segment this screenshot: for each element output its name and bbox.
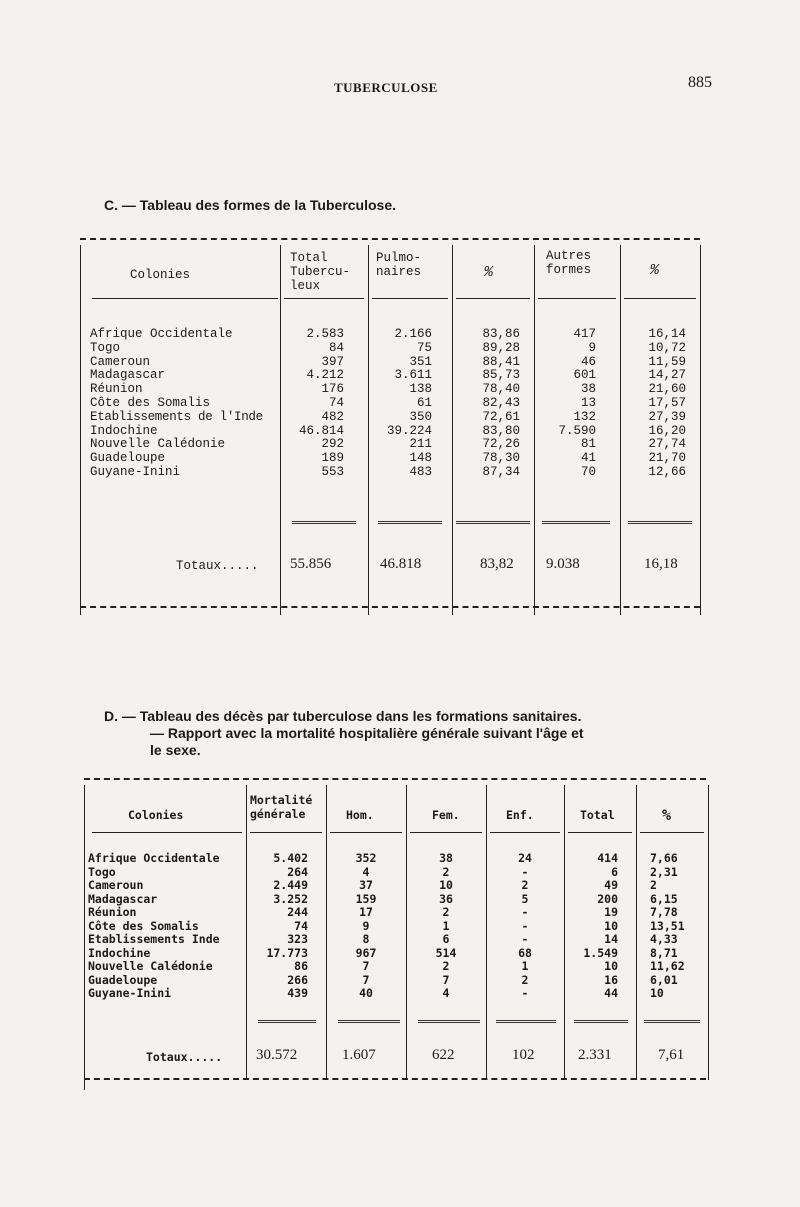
table-cell: Cameroun bbox=[88, 878, 144, 892]
table-cell: 211 bbox=[409, 437, 432, 452]
table-d-divider bbox=[486, 785, 487, 1080]
totals-rule bbox=[496, 1020, 556, 1023]
table-cell: 44 bbox=[604, 986, 618, 1000]
table-cell: 24 bbox=[518, 851, 532, 865]
table-cell: 159 bbox=[355, 891, 377, 906]
table-cell: 4 bbox=[442, 986, 450, 1000]
table-cell: 132 bbox=[573, 409, 596, 424]
table-cell: 68 bbox=[518, 945, 532, 960]
table-cell: 36 bbox=[439, 891, 453, 906]
table-cell: 10 bbox=[604, 918, 618, 933]
table-cell: 352 bbox=[355, 851, 377, 865]
totals-rule bbox=[258, 1020, 316, 1023]
table-cell: 82,43 bbox=[482, 395, 520, 410]
table-cell: 3.611 bbox=[394, 368, 432, 383]
table-cell: 6,01 bbox=[650, 972, 678, 987]
table-cell: 16,20 bbox=[648, 423, 686, 438]
table-cell: 21,70 bbox=[648, 451, 686, 466]
table-cell: 39.224 bbox=[386, 423, 432, 438]
table-d-bottom-border bbox=[84, 1078, 706, 1080]
section-c-title: C. — Tableau des formes de la Tuberculose. bbox=[104, 197, 397, 213]
table-cell: 46 bbox=[580, 354, 596, 369]
table-cell: 967 bbox=[355, 945, 377, 960]
table-cell: 85,73 bbox=[482, 368, 520, 383]
col-header-hom: Hom. bbox=[346, 808, 374, 822]
table-c-divider bbox=[280, 245, 281, 615]
table-cell: - bbox=[521, 905, 529, 919]
table-c-top-border bbox=[80, 238, 700, 240]
table-c-left-border bbox=[80, 245, 81, 615]
table-cell: 38 bbox=[580, 382, 596, 397]
totals-rule bbox=[338, 1020, 400, 1023]
table-cell: 601 bbox=[573, 368, 596, 383]
totals-label: Totaux..... bbox=[146, 1050, 223, 1064]
enf-column bbox=[490, 852, 560, 1001]
totals-rule bbox=[418, 1020, 480, 1023]
table-cell: 78,30 bbox=[482, 451, 520, 466]
table-cell: - bbox=[521, 918, 529, 933]
table-cell: 2 bbox=[442, 959, 450, 973]
table-cell: 6,15 bbox=[650, 891, 678, 906]
table-cell: 4,33 bbox=[650, 932, 678, 946]
table-cell: 13,51 bbox=[650, 918, 685, 933]
table-cell: 189 bbox=[321, 451, 344, 466]
total-tuberculeux: 55.856 bbox=[290, 556, 332, 572]
total-pulmonaires: 46.818 bbox=[380, 556, 422, 572]
table-cell: 351 bbox=[409, 354, 432, 369]
table-cell: 11,62 bbox=[650, 959, 685, 973]
table-cell: Réunion bbox=[90, 382, 143, 397]
col-header-fem: Fem. bbox=[432, 808, 460, 822]
table-cell: 6 bbox=[442, 932, 450, 946]
table-cell: 7.590 bbox=[558, 423, 596, 438]
table-cell: 13 bbox=[580, 395, 596, 410]
table-cell: 83,86 bbox=[482, 327, 520, 341]
total-fem: 622 bbox=[432, 1047, 455, 1063]
totals-rule bbox=[644, 1020, 700, 1023]
table-cell: 49 bbox=[604, 878, 618, 892]
table-cell: 2 bbox=[442, 864, 450, 879]
percent-column bbox=[650, 852, 685, 1001]
table-d-divider bbox=[326, 785, 327, 1080]
table-cell: 10 bbox=[650, 986, 664, 1000]
table-cell: 483 bbox=[409, 464, 432, 479]
table-cell: 138 bbox=[409, 382, 432, 397]
table-cell: 2 bbox=[521, 972, 529, 987]
col-header-percent: % bbox=[650, 262, 660, 279]
table-cell: 10 bbox=[439, 878, 453, 892]
table-cell: - bbox=[521, 932, 529, 946]
table-cell: Côte des Somalis bbox=[90, 395, 211, 410]
table-c-divider bbox=[620, 245, 621, 615]
table-c-header-rule bbox=[538, 298, 616, 299]
table-cell: 72,61 bbox=[482, 409, 520, 424]
table-cell: 9 bbox=[588, 340, 596, 355]
col-header-mortalite: Mortalité générale bbox=[250, 793, 313, 821]
table-cell: Togo bbox=[88, 864, 116, 879]
colonies-column bbox=[90, 328, 263, 480]
table-cell: 2.166 bbox=[394, 327, 432, 341]
table-c-header-rule bbox=[456, 298, 530, 299]
table-cell: 1 bbox=[521, 959, 529, 973]
table-cell: 200 bbox=[597, 891, 618, 906]
table-c-header-rule bbox=[92, 298, 278, 299]
table-cell: Réunion bbox=[88, 905, 137, 919]
table-cell: Guadeloupe bbox=[88, 972, 158, 987]
table-cell: 61 bbox=[416, 395, 432, 410]
colonies-column bbox=[88, 852, 220, 1001]
table-cell: 16 bbox=[604, 972, 618, 987]
table-d-header-rule bbox=[250, 832, 322, 833]
table-cell: 7 bbox=[442, 972, 450, 987]
table-cell: Guyane-Inini bbox=[88, 986, 172, 1000]
table-cell: 75 bbox=[416, 340, 432, 355]
table-cell: 4 bbox=[362, 864, 370, 879]
table-cell: 16,14 bbox=[648, 327, 686, 341]
table-cell: Madagascar bbox=[88, 891, 158, 906]
table-cell: 40 bbox=[359, 986, 373, 1000]
table-cell: 482 bbox=[321, 409, 344, 424]
table-c-divider bbox=[368, 245, 369, 615]
table-cell: 19 bbox=[604, 905, 618, 919]
table-cell: 88,41 bbox=[482, 354, 520, 369]
table-cell: 2 bbox=[521, 878, 529, 892]
table-d-top-border bbox=[84, 778, 706, 780]
table-cell: 397 bbox=[321, 354, 344, 369]
table-cell: Guadeloupe bbox=[90, 451, 166, 466]
table-cell: 323 bbox=[287, 932, 308, 946]
total-percent-pulmo: 83,82 bbox=[480, 556, 514, 572]
table-cell: 70 bbox=[580, 464, 596, 479]
table-cell: 87,34 bbox=[482, 464, 520, 479]
table-cell: 1 bbox=[442, 918, 450, 933]
total-column bbox=[284, 328, 344, 480]
table-d-header-rule bbox=[640, 832, 704, 833]
table-cell: 89,28 bbox=[482, 340, 520, 355]
table-cell: 38 bbox=[439, 851, 453, 865]
table-cell: 7,66 bbox=[650, 851, 678, 865]
table-cell: 266 bbox=[287, 972, 308, 987]
table-cell: - bbox=[521, 864, 529, 879]
table-cell: 27,74 bbox=[648, 437, 686, 452]
totals-label: Totaux..... bbox=[176, 559, 259, 573]
table-cell: 5 bbox=[521, 891, 529, 906]
table-c-header-rule bbox=[372, 298, 448, 299]
total-mortalite: 30.572 bbox=[256, 1047, 298, 1063]
table-d-header-rule bbox=[330, 832, 402, 833]
table-cell: Indochine bbox=[88, 945, 151, 960]
table-c-right-border bbox=[700, 245, 701, 615]
pulmonaires-column bbox=[372, 328, 432, 480]
table-cell: 3.252 bbox=[273, 891, 308, 906]
table-cell: 7 bbox=[362, 959, 370, 973]
table-cell: 2.449 bbox=[273, 878, 308, 892]
table-cell: Afrique Occidentale bbox=[90, 327, 233, 341]
table-cell: 86 bbox=[294, 959, 308, 973]
autres-formes-column bbox=[538, 328, 596, 480]
table-d-right-border bbox=[708, 785, 709, 1080]
total-hom: 1.607 bbox=[342, 1047, 376, 1063]
table-cell: 4.212 bbox=[306, 368, 344, 383]
table-cell: 7,78 bbox=[650, 905, 678, 919]
fem-column bbox=[410, 852, 482, 1001]
table-cell: 10 bbox=[604, 959, 618, 973]
table-cell: - bbox=[521, 986, 529, 1000]
table-cell: 84 bbox=[328, 340, 344, 355]
table-cell: 17.773 bbox=[266, 945, 308, 960]
table-cell: Guyane-Inini bbox=[90, 464, 181, 479]
table-d-divider bbox=[246, 785, 247, 1080]
totals-rule bbox=[574, 1020, 628, 1023]
running-header-title: TUBERCULOSE bbox=[334, 80, 438, 95]
table-c-header-rule bbox=[284, 298, 364, 299]
total-percent: 7,61 bbox=[658, 1047, 685, 1063]
table-cell: 9 bbox=[362, 918, 370, 933]
table-cell: 417 bbox=[573, 327, 596, 341]
col-header-percent: % bbox=[662, 806, 672, 824]
total-column bbox=[566, 852, 618, 1001]
table-cell: 2 bbox=[650, 878, 657, 892]
table-cell: 1.549 bbox=[583, 945, 618, 960]
table-cell: Nouvelle Calédonie bbox=[90, 437, 226, 452]
table-cell: 439 bbox=[287, 986, 308, 1000]
table-cell: 350 bbox=[409, 409, 432, 424]
section-d-title: D. — Tableau des décès par tuberculose dans les formations sanitaires. — Rapport avec la mortalité hospitalière générale suivant l'âge et le sexe. bbox=[104, 708, 584, 758]
table-d-divider bbox=[564, 785, 565, 1080]
table-cell: 244 bbox=[287, 905, 308, 919]
table-d-header-rule bbox=[568, 832, 632, 833]
mortalite-column bbox=[250, 852, 308, 1001]
table-cell: Côte des Somalis bbox=[88, 918, 199, 933]
table-cell: Etablissements de l'Inde bbox=[90, 409, 263, 424]
table-cell: 6 bbox=[611, 864, 618, 879]
col-header-autres-formes: Autres formes bbox=[546, 249, 592, 277]
totals-rule bbox=[292, 521, 356, 524]
table-cell: Afrique Occidentale bbox=[88, 851, 220, 865]
table-cell: 2,31 bbox=[650, 864, 678, 879]
col-header-colonies: Colonies bbox=[130, 268, 191, 282]
table-cell: 148 bbox=[409, 451, 432, 466]
table-cell: 8,71 bbox=[650, 945, 678, 960]
table-cell: 2 bbox=[442, 905, 450, 919]
table-cell: 12,66 bbox=[648, 464, 686, 479]
table-cell: Nouvelle Calédonie bbox=[88, 959, 213, 973]
table-cell: 37 bbox=[359, 878, 373, 892]
total-enf: 102 bbox=[512, 1047, 535, 1063]
table-cell: 21,60 bbox=[648, 382, 686, 397]
col-header-total: Total Tubercu- leux bbox=[290, 251, 351, 293]
percent-pulmo-column bbox=[458, 328, 520, 480]
table-cell: 74 bbox=[328, 395, 344, 410]
table-cell: 514 bbox=[435, 945, 457, 960]
table-d-header-rule bbox=[92, 832, 242, 833]
page-number: 885 bbox=[688, 74, 712, 91]
table-cell: 41 bbox=[580, 451, 596, 466]
table-d-left-border bbox=[84, 785, 85, 1090]
col-header-colonies: Colonies bbox=[128, 808, 184, 822]
total-percent-autres: 16,18 bbox=[644, 556, 678, 572]
table-cell: 11,59 bbox=[648, 354, 686, 369]
totals-rule bbox=[628, 521, 692, 524]
table-cell: 81 bbox=[580, 437, 596, 452]
table-cell: 176 bbox=[321, 382, 344, 397]
table-cell: Togo bbox=[90, 340, 121, 355]
table-cell: Indochine bbox=[90, 423, 158, 438]
table-cell: 72,26 bbox=[482, 437, 520, 452]
table-c-bottom-border bbox=[80, 606, 700, 608]
table-d-header-rule bbox=[410, 832, 482, 833]
table-c-divider bbox=[534, 245, 535, 615]
table-cell: 46.814 bbox=[298, 423, 344, 438]
table-c-header-rule bbox=[624, 298, 696, 299]
total-total: 2.331 bbox=[578, 1047, 612, 1063]
table-cell: 264 bbox=[287, 864, 308, 879]
totals-rule bbox=[378, 521, 442, 524]
table-cell: Cameroun bbox=[90, 354, 151, 369]
table-cell: 27,39 bbox=[648, 409, 686, 424]
table-cell: 74 bbox=[294, 918, 308, 933]
table-cell: 78,40 bbox=[482, 382, 520, 397]
table-cell: 10,72 bbox=[648, 340, 686, 355]
table-cell: 553 bbox=[321, 464, 344, 479]
table-d-header-rule bbox=[490, 832, 560, 833]
table-d-divider bbox=[406, 785, 407, 1080]
col-header-enf: Enf. bbox=[506, 808, 534, 822]
table-cell: Madagascar bbox=[90, 368, 166, 383]
table-c-divider bbox=[452, 245, 453, 615]
table-cell: 5.402 bbox=[273, 851, 308, 865]
table-cell: 2.583 bbox=[306, 327, 344, 341]
table-cell: Etablissements Inde bbox=[88, 932, 220, 946]
table-cell: 292 bbox=[321, 437, 344, 452]
table-cell: 414 bbox=[597, 851, 618, 865]
col-header-pulmonaires: Pulmo- naires bbox=[376, 251, 422, 279]
totals-rule bbox=[542, 521, 610, 524]
col-header-percent: % bbox=[484, 264, 494, 281]
col-header-total: Total bbox=[580, 808, 615, 822]
table-cell: 17,57 bbox=[648, 395, 686, 410]
table-cell: 83,80 bbox=[482, 423, 520, 438]
table-cell: 7 bbox=[362, 972, 370, 987]
table-cell: 14 bbox=[604, 932, 618, 946]
percent-autres-column bbox=[624, 328, 686, 480]
table-cell: 8 bbox=[362, 932, 370, 946]
total-autres-formes: 9.038 bbox=[546, 556, 580, 572]
table-cell: 17 bbox=[359, 905, 373, 919]
totals-rule bbox=[456, 521, 530, 524]
table-cell: 14,27 bbox=[648, 368, 686, 383]
hom-column bbox=[330, 852, 402, 1001]
table-d-divider bbox=[636, 785, 637, 1080]
